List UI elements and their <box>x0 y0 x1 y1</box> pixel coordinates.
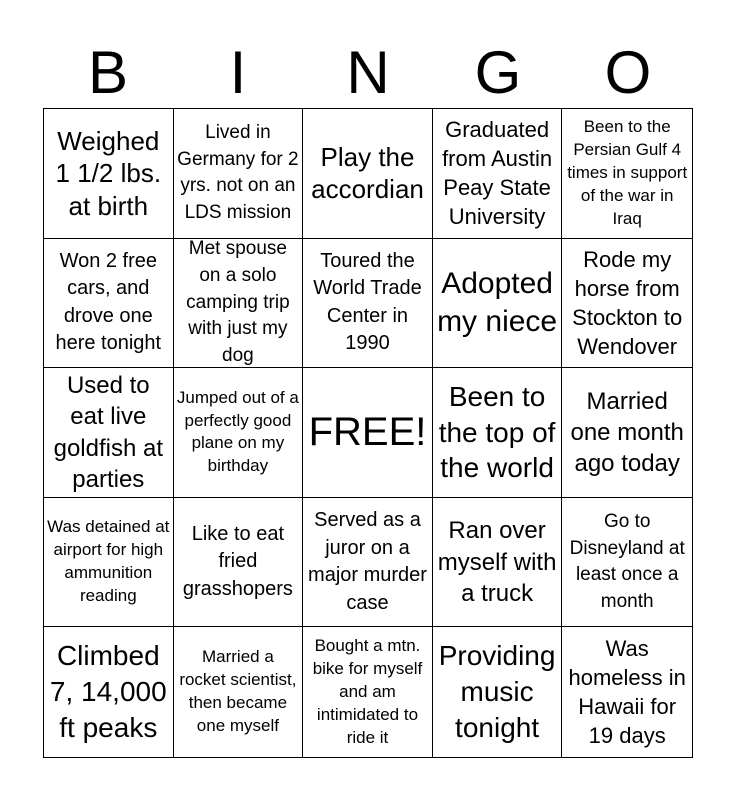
cell-text: Toured the World Trade Center in 1990 <box>313 249 422 355</box>
cell-text: Graduated from Austin Peay State University <box>442 117 553 230</box>
bingo-cell-n4 <box>303 498 433 628</box>
bingo-cell-o1 <box>562 109 692 239</box>
cell-text: Bought a mtn. bike for myself and am intimidated to ride it <box>312 635 423 747</box>
header-letter-o: O <box>604 39 652 106</box>
bingo-cell-b1 <box>44 109 174 239</box>
header-letter-i: I <box>229 39 247 106</box>
cell-text: Met spouse on a solo camping trip with just my dog <box>186 238 290 366</box>
bingo-cell-g1 <box>433 109 563 239</box>
cell-text: Married one month ago today <box>570 387 684 478</box>
bingo-cell-i1 <box>174 109 304 239</box>
header-letter-b: B <box>87 39 129 106</box>
bingo-cell-g2 <box>433 239 563 369</box>
bingo-header <box>43 40 693 106</box>
cell-text: Rode my horse from Stockton to Wendover <box>572 246 683 359</box>
cell-text: Used to eat live goldfish at parties <box>53 372 163 493</box>
cell-text: Climbed 7, 14,000 ft peaks <box>49 640 167 744</box>
cell-text: Weighed 1 1/2 lbs. at birth <box>55 125 162 221</box>
bingo-cell-i3 <box>174 368 304 498</box>
bingo-cell-n1 <box>303 109 433 239</box>
cell-text: Play the accordian <box>311 141 424 205</box>
cell-text: Been to the top of the world <box>438 380 556 484</box>
bingo-board <box>43 108 693 758</box>
bingo-cell-o3 <box>562 368 692 498</box>
cell-text: Like to eat fried grasshopers <box>182 522 293 600</box>
bingo-cell-n5 <box>303 627 433 757</box>
cell-text: Jumped out of a perfectly good plane on my birthday <box>176 387 299 476</box>
cell-text: Served as a juror on a major murder case <box>308 508 427 614</box>
cell-text: Providing music tonight <box>438 640 556 744</box>
bingo-cell-free <box>303 368 433 498</box>
cell-text: Lived in Germany for 2 yrs. not on an LDS mission <box>177 122 299 223</box>
cell-text: Go to Disneyland at least once a month <box>569 510 685 612</box>
cell-text: Adopted my niece <box>437 266 558 338</box>
cell-text: Ran over myself with a truck <box>437 517 557 607</box>
bingo-cell-b3 <box>44 368 174 498</box>
bingo-cell-o2 <box>562 239 692 369</box>
bingo-cell-i4 <box>174 498 304 628</box>
bingo-cell-b2 <box>44 239 174 369</box>
bingo-cell-n2 <box>303 239 433 369</box>
bingo-cell-g4 <box>433 498 563 628</box>
bingo-cell-b4 <box>44 498 174 628</box>
bingo-cell-g3 <box>433 368 563 498</box>
free-space-text: FREE! <box>308 410 427 455</box>
cell-text: Was detained at airport for high ammunition reading <box>47 517 170 606</box>
bingo-cell-o5 <box>562 627 692 757</box>
bingo-cell-g5 <box>433 627 563 757</box>
cell-text: Married a rocket scientist, then became one myself <box>179 647 297 736</box>
bingo-cell-i5 <box>174 627 304 757</box>
cell-text: Was homeless in Hawaii for 19 days <box>568 636 686 749</box>
header-letter-n: N <box>346 39 390 106</box>
bingo-cell-b5 <box>44 627 174 757</box>
cell-text: Won 2 free cars, and drove one here tonight <box>55 249 162 355</box>
header-letter-g: G <box>474 39 522 106</box>
bingo-cell-o4 <box>562 498 692 628</box>
cell-text: Been to the Persian Gulf 4 times in support of the war in Iraq <box>567 116 688 228</box>
bingo-cell-i2 <box>174 239 304 369</box>
